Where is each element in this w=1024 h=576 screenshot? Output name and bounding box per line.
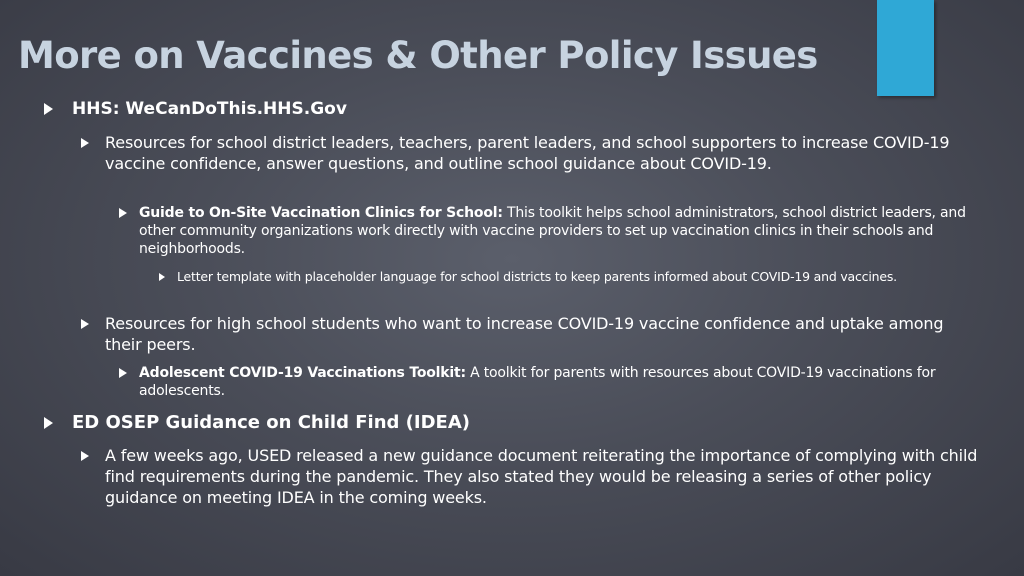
bullet-hhs-resources-text: Resources for school district leaders, teachers, parent leaders, and school supporters to increase COVID-19 vaccine confidence, answer questions, and outline school guidance about COVID-19. [105,133,950,173]
bullet-hhs [72,98,952,120]
bullet-ed-osep-detail [105,445,983,508]
adolescent-description: A toolkit for parents with resources about COVID-19 vaccinations for adolescents. [139,365,936,399]
bullet-arrow-icon [119,368,127,378]
bullet-adolescent-text [139,364,974,400]
bullet-guide-text [139,204,974,258]
bullet-high-school-text: Resources for high school students who want to increase COVID-19 vaccine confidence and uptake among their peers. [105,314,944,354]
bullet-guide [139,204,974,258]
bullet-ed-osep [72,412,952,434]
bullet-letter-template-text: Letter template with placeholder language for school districts to keep parents informed about COVID-19 and vaccines. [177,269,897,284]
bullet-arrow-icon [81,451,89,461]
bullet-arrow-icon [81,319,89,329]
guide-description: This toolkit helps school administrators, school district leaders, and other community organizations work directly with vaccine providers to set up vaccination clinics in their schools and neighborhoods. [139,205,966,257]
bullet-ed-osep-text: ED OSEP Guidance on Child Find (IDEA) [72,412,470,433]
bullet-arrow-icon [81,138,89,148]
bullet-adolescent-toolkit [139,364,974,400]
bullet-high-school [105,313,980,355]
bullet-arrow-icon [119,208,127,218]
bullet-arrow-icon [159,273,165,281]
bullet-ed-osep-detail-text: A few weeks ago, USED released a new guidance document reiterating the importance of complying with child find requirements during the pandemic. They also stated they would be releasing a series of other policy guidance on meeting IDEA in the coming weeks. [105,446,978,507]
bullet-arrow-icon [44,417,53,429]
slide-title: More on Vaccines & Other Policy Issues [18,34,818,77]
guide-label: Guide to On-Site Vaccination Clinics for School: [139,205,503,221]
adolescent-label: Adolescent COVID-19 Vaccinations Toolkit: [139,365,466,381]
accent-bar [877,0,934,96]
bullet-hhs-text: HHS: WeCanDoThis.HHS.Gov [72,99,347,119]
bullet-hhs-resources [105,132,965,174]
bullet-letter-template [177,269,977,285]
bullet-arrow-icon [44,103,53,115]
